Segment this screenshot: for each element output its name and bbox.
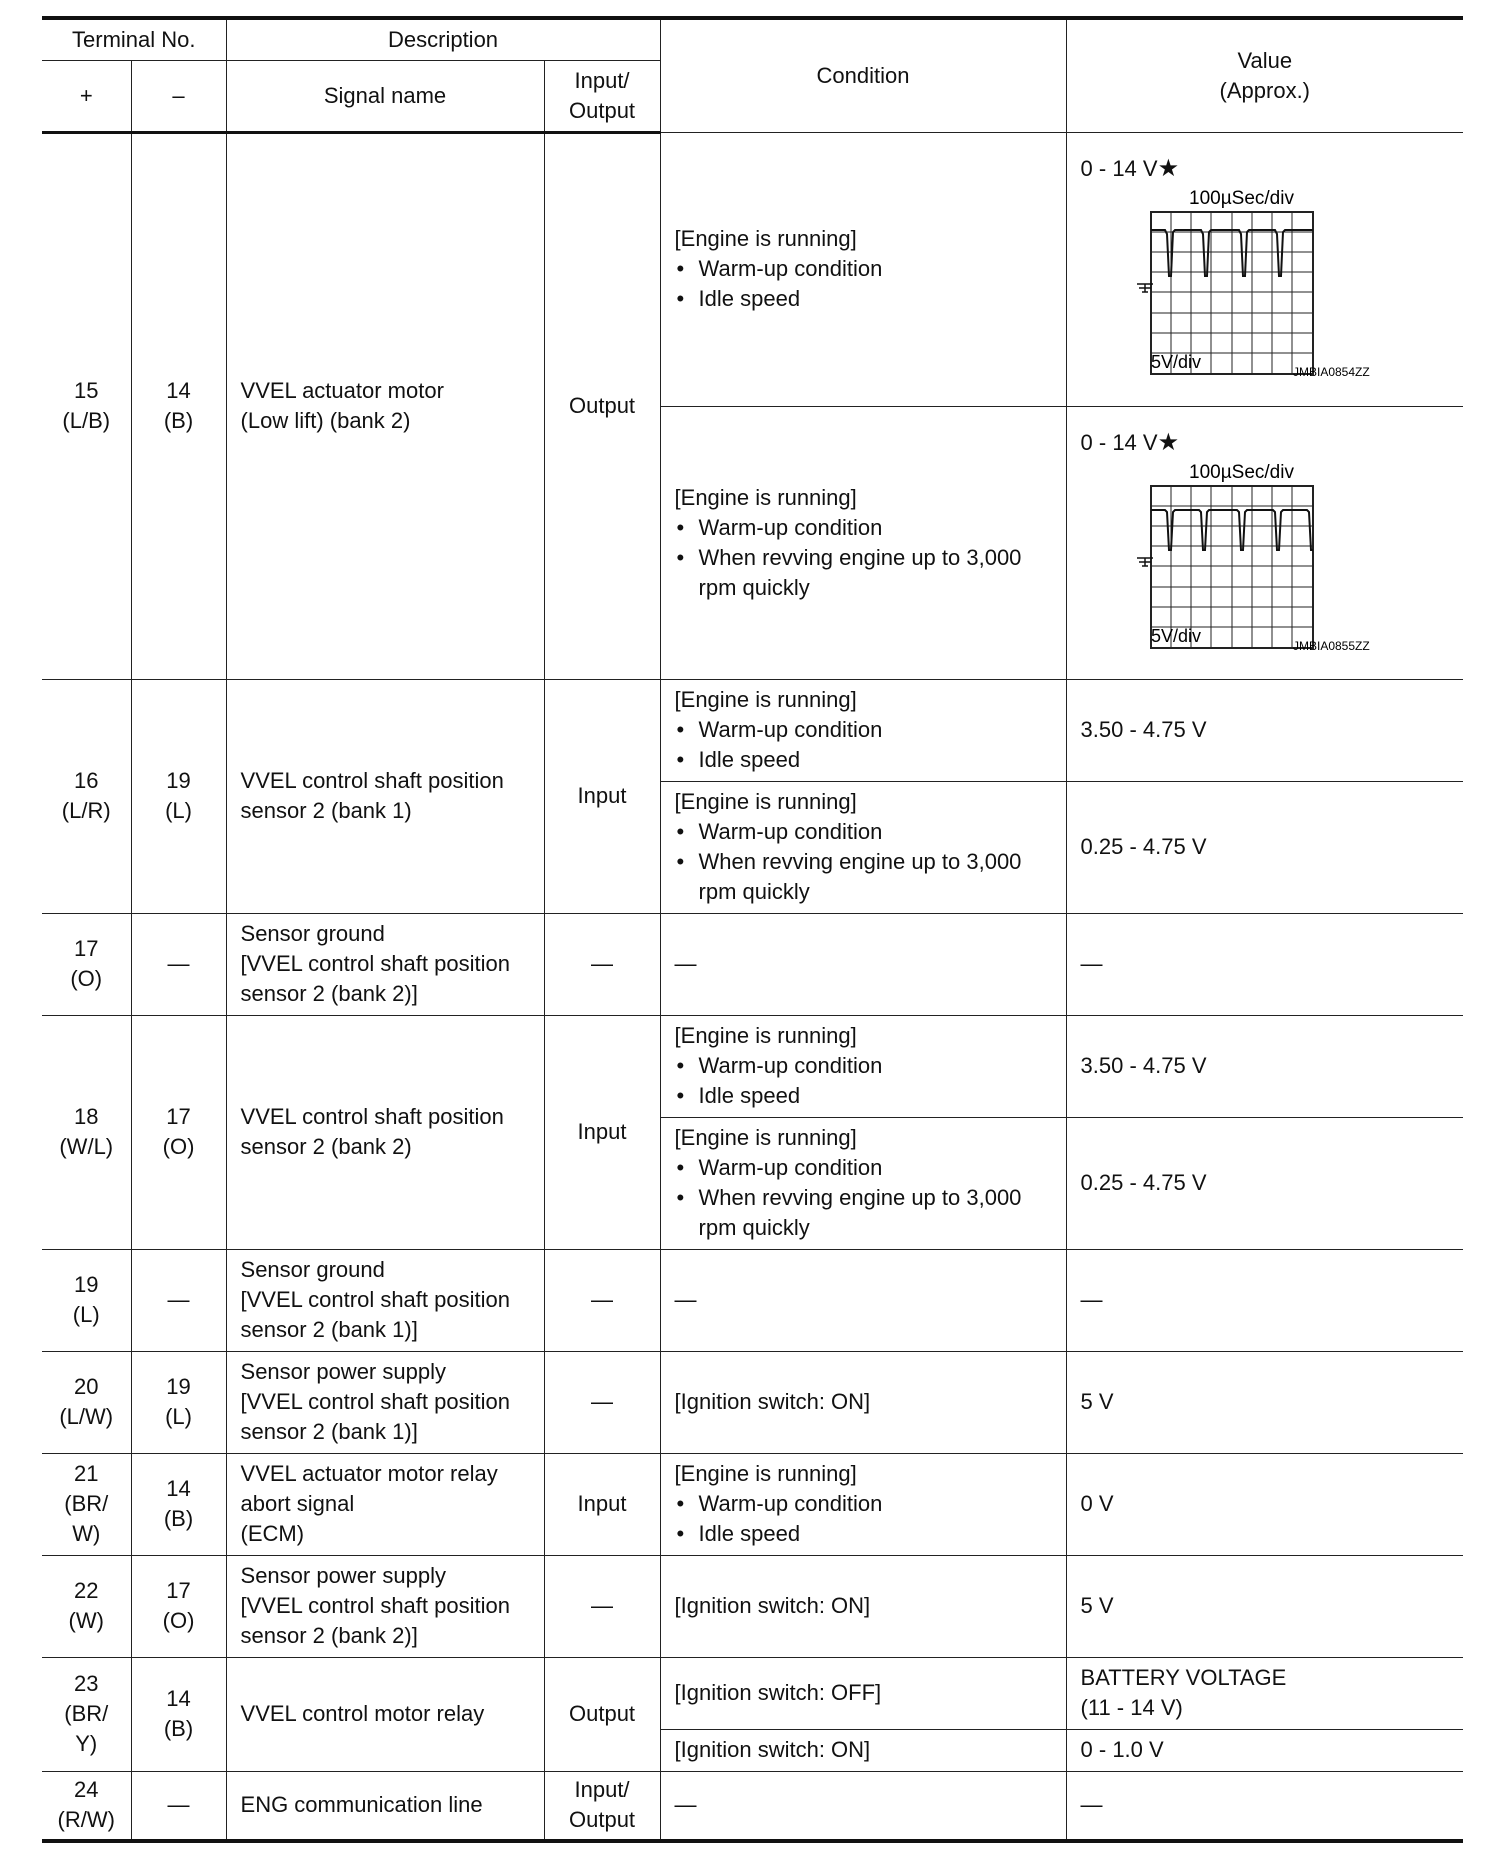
wire-color: Y)	[75, 1731, 98, 1756]
minus-terminal: —	[131, 1249, 226, 1351]
signal-line: sensor 2 (bank 1)	[240, 798, 412, 823]
value-cell: 3.50 - 4.75 V	[1066, 1015, 1463, 1117]
value-cell: 5 V	[1066, 1351, 1463, 1453]
signal-line: sensor 2 (bank 1)]	[240, 1317, 418, 1342]
condition-bullet: • Warm-up condition	[675, 1489, 1052, 1519]
header-value-label: Value	[1237, 47, 1293, 73]
signal-line: sensor 2 (bank 2)]	[240, 1623, 418, 1648]
terminal-number: 21	[74, 1461, 99, 1486]
wire-color: (L)	[165, 798, 192, 823]
wire-color: (R/W)	[57, 1807, 115, 1833]
header-value	[1066, 18, 1463, 132]
oscilloscope-waveform	[1081, 458, 1381, 658]
condition-cell	[660, 1117, 1066, 1249]
terminal-number: 17	[166, 1104, 191, 1129]
minus-terminal: —	[131, 1771, 226, 1841]
terminal-number: 17	[166, 1578, 191, 1603]
wire-color: (L/W)	[59, 1404, 114, 1429]
minus-terminal	[131, 1351, 226, 1453]
minus-terminal	[131, 1453, 226, 1555]
value-cell	[1066, 406, 1463, 679]
terminal-number: 16	[74, 768, 99, 793]
minus-terminal	[131, 1657, 226, 1771]
minus-terminal	[131, 132, 226, 679]
signal-name	[226, 1249, 544, 1351]
value-cell: 0.25 - 4.75 V	[1066, 1117, 1463, 1249]
condition-cell	[660, 679, 1066, 781]
signal-line: [VVEL control shaft position	[240, 1593, 510, 1618]
condition-bullet: • When revving engine up to 3,000 rpm quickly	[675, 1183, 1052, 1243]
terminal-number: 15	[74, 378, 99, 403]
header-minus: –	[131, 60, 226, 132]
signal-line: Sensor power supply	[240, 1359, 446, 1384]
condition-head: [Engine is running]	[674, 484, 857, 510]
header-description: Description	[226, 18, 660, 60]
value-range: 0 - 14 V	[1080, 429, 1158, 455]
table-row	[42, 1249, 1463, 1351]
wire-color: (L/R)	[61, 798, 111, 823]
signal-name	[226, 132, 544, 679]
value-cell: —	[1066, 913, 1463, 1015]
figure-code: JMBIA0854ZZ	[1292, 365, 1370, 379]
condition-bullet: • Idle speed	[675, 284, 1052, 314]
table-row	[42, 132, 1463, 406]
figure-code: JMBIA0855ZZ	[1292, 638, 1370, 653]
signal-line: abort signal	[240, 1491, 355, 1516]
signal-line: sensor 2 (bank 1)]	[240, 1419, 418, 1444]
condition-cell: —	[660, 1771, 1066, 1841]
plus-terminal	[42, 1555, 131, 1657]
wire-color: (L)	[72, 1302, 100, 1327]
table-row	[42, 1351, 1463, 1453]
signal-line: [VVEL control shaft position	[240, 1389, 510, 1414]
wire-color: (B)	[163, 1716, 194, 1741]
io-type: Input	[544, 1453, 660, 1555]
signal-name	[226, 913, 544, 1015]
io-type: Output	[544, 132, 660, 679]
io-type: Input	[544, 679, 660, 913]
table-row	[42, 1657, 1463, 1729]
signal-line: [VVEL control shaft position	[240, 1287, 510, 1312]
value-cell: —	[1066, 1771, 1463, 1841]
signal-name	[226, 1555, 544, 1657]
signal-line: (ECM)	[240, 1521, 305, 1546]
table-row	[42, 1771, 1463, 1841]
condition-bullet: • When revving engine up to 3,000 rpm quickly	[675, 847, 1052, 907]
signal-line: VVEL actuator motor	[240, 378, 444, 403]
condition-cell	[660, 406, 1066, 679]
io-type: Output	[544, 1657, 660, 1771]
signal-line: Sensor power supply	[240, 1563, 446, 1588]
value-text	[1081, 154, 1450, 184]
condition-cell: [Ignition switch: ON]	[660, 1729, 1066, 1771]
plus-terminal	[42, 1453, 131, 1555]
table-row	[42, 913, 1463, 1015]
terminal-number: 14	[166, 1686, 191, 1711]
wire-color: (W/L)	[59, 1134, 114, 1159]
wire-color: (BR/	[64, 1491, 109, 1516]
signal-line: (Low lift) (bank 2)	[240, 408, 411, 433]
header-io-line2: Output	[569, 97, 636, 123]
value-line: (11 - 14 V)	[1080, 1695, 1183, 1720]
condition-bullet: • Idle speed	[675, 745, 1052, 775]
condition-cell: —	[660, 1249, 1066, 1351]
header-signal-name: Signal name	[226, 60, 544, 132]
value-line: BATTERY VOLTAGE	[1080, 1665, 1287, 1690]
table-row	[42, 1015, 1463, 1117]
condition-cell	[660, 781, 1066, 913]
condition-cell: [Ignition switch: ON]	[660, 1351, 1066, 1453]
table-row	[42, 679, 1463, 781]
condition-head: [Engine is running]	[674, 687, 857, 712]
header-condition: Condition	[660, 18, 1066, 132]
io-type: —	[544, 913, 660, 1015]
oscilloscope-waveform	[1081, 184, 1381, 384]
signal-line: [VVEL control shaft position	[240, 951, 510, 976]
condition-cell: [Ignition switch: OFF]	[660, 1657, 1066, 1729]
value-cell	[1066, 1657, 1463, 1729]
terminal-number: 19	[74, 1272, 99, 1297]
header-value-sub: (Approx.)	[1219, 77, 1311, 103]
signal-name	[226, 1015, 544, 1249]
plus-terminal	[42, 913, 131, 1015]
condition-cell: —	[660, 913, 1066, 1015]
plus-terminal	[42, 1771, 131, 1841]
value-cell: 0 V	[1066, 1453, 1463, 1555]
terminal-number: 19	[166, 768, 191, 793]
condition-cell: [Ignition switch: ON]	[660, 1555, 1066, 1657]
header-io	[544, 60, 660, 132]
value-cell: 3.50 - 4.75 V	[1066, 679, 1463, 781]
signal-name	[226, 1351, 544, 1453]
io-line: Input/	[574, 1777, 630, 1803]
table-row	[42, 1555, 1463, 1657]
condition-cell	[660, 1015, 1066, 1117]
wire-color: (BR/	[64, 1701, 109, 1726]
plus-terminal	[42, 1657, 131, 1771]
terminal-number: 14	[166, 1476, 191, 1501]
minus-terminal: —	[131, 913, 226, 1015]
timebase-label: 100µSec/div	[1188, 188, 1294, 209]
condition-head: [Engine is running]	[674, 1023, 857, 1048]
condition-bullet: • Warm-up condition	[675, 1153, 1052, 1183]
table-row	[42, 1453, 1463, 1555]
terminal-number: 20	[74, 1374, 99, 1399]
signal-line: VVEL actuator motor relay	[240, 1461, 498, 1486]
io-line: Output	[569, 1807, 636, 1833]
terminal-number: 22	[74, 1578, 99, 1603]
value-cell: 0 - 1.0 V	[1066, 1729, 1463, 1771]
plus-terminal	[42, 1351, 131, 1453]
condition-head: [Engine is running]	[674, 1461, 857, 1486]
signal-line: VVEL control shaft position	[240, 1104, 504, 1129]
wire-color: W)	[72, 1521, 101, 1546]
condition-bullet: • When revving engine up to 3,000 rpm quickly	[675, 543, 1052, 603]
voltdiv-label: 5V/div	[1150, 625, 1201, 646]
condition-bullet: • Warm-up condition	[675, 1051, 1052, 1081]
io-type: Input	[544, 1015, 660, 1249]
wire-color: (B)	[163, 408, 194, 433]
signal-name	[226, 1453, 544, 1555]
plus-terminal	[42, 132, 131, 679]
condition-head: [Engine is running]	[674, 1125, 857, 1150]
plus-terminal	[42, 1015, 131, 1249]
plus-terminal	[42, 1249, 131, 1351]
voltdiv-label: 5V/div	[1150, 352, 1201, 372]
terminal-number: 23	[74, 1671, 99, 1696]
value-range: 0 - 14 V	[1080, 156, 1158, 181]
condition-head: [Engine is running]	[674, 789, 857, 814]
terminal-number: 24	[74, 1777, 99, 1803]
wire-color: (L)	[165, 1404, 192, 1429]
wire-color: (L/B)	[62, 408, 111, 433]
terminal-number: 14	[166, 378, 191, 403]
io-type	[544, 1771, 660, 1841]
signal-line: sensor 2 (bank 2)]	[240, 981, 418, 1006]
io-type: —	[544, 1555, 660, 1657]
value-cell: 0.25 - 4.75 V	[1066, 781, 1463, 913]
condition-bullet: • Warm-up condition	[675, 254, 1052, 284]
signal-line: Sensor ground	[240, 921, 385, 946]
star-icon: ★	[1157, 155, 1180, 182]
terminal-number: 19	[166, 1374, 191, 1399]
value-cell: —	[1066, 1249, 1463, 1351]
condition-cell	[660, 1453, 1066, 1555]
wire-color: (O)	[162, 1608, 195, 1633]
signal-name	[226, 679, 544, 913]
io-type: —	[544, 1351, 660, 1453]
value-text	[1081, 428, 1450, 458]
signal-name: VVEL control motor relay	[226, 1657, 544, 1771]
header-terminal-no: Terminal No.	[42, 18, 226, 60]
wire-color: (W)	[68, 1608, 104, 1633]
condition-cell	[660, 132, 1066, 406]
condition-bullet: • Warm-up condition	[675, 513, 1052, 543]
value-cell	[1066, 132, 1463, 406]
timebase-label: 100µSec/div	[1188, 461, 1294, 483]
terminal-spec-table	[42, 16, 1463, 1843]
wire-color: (O)	[70, 966, 103, 991]
minus-terminal	[131, 1555, 226, 1657]
signal-name: ENG communication line	[226, 1771, 544, 1841]
condition-head: [Engine is running]	[674, 226, 857, 251]
terminal-number: 18	[74, 1104, 99, 1129]
wire-color: (O)	[162, 1134, 195, 1159]
minus-terminal	[131, 679, 226, 913]
signal-line: VVEL control shaft position	[240, 768, 504, 793]
condition-bullet: • Idle speed	[675, 1519, 1052, 1549]
condition-bullet: • Warm-up condition	[675, 817, 1052, 847]
condition-bullet: • Idle speed	[675, 1081, 1052, 1111]
minus-terminal	[131, 1015, 226, 1249]
signal-line: Sensor ground	[240, 1257, 385, 1282]
value-cell: 5 V	[1066, 1555, 1463, 1657]
signal-line: sensor 2 (bank 2)	[240, 1134, 412, 1159]
star-icon: ★	[1157, 428, 1180, 456]
condition-bullet: • Warm-up condition	[675, 715, 1052, 745]
terminal-number: 17	[74, 936, 99, 961]
header-plus: +	[42, 60, 131, 132]
plus-terminal	[42, 679, 131, 913]
io-type: —	[544, 1249, 660, 1351]
wire-color: (B)	[163, 1506, 194, 1531]
header-io-line1: Input/	[574, 67, 630, 93]
